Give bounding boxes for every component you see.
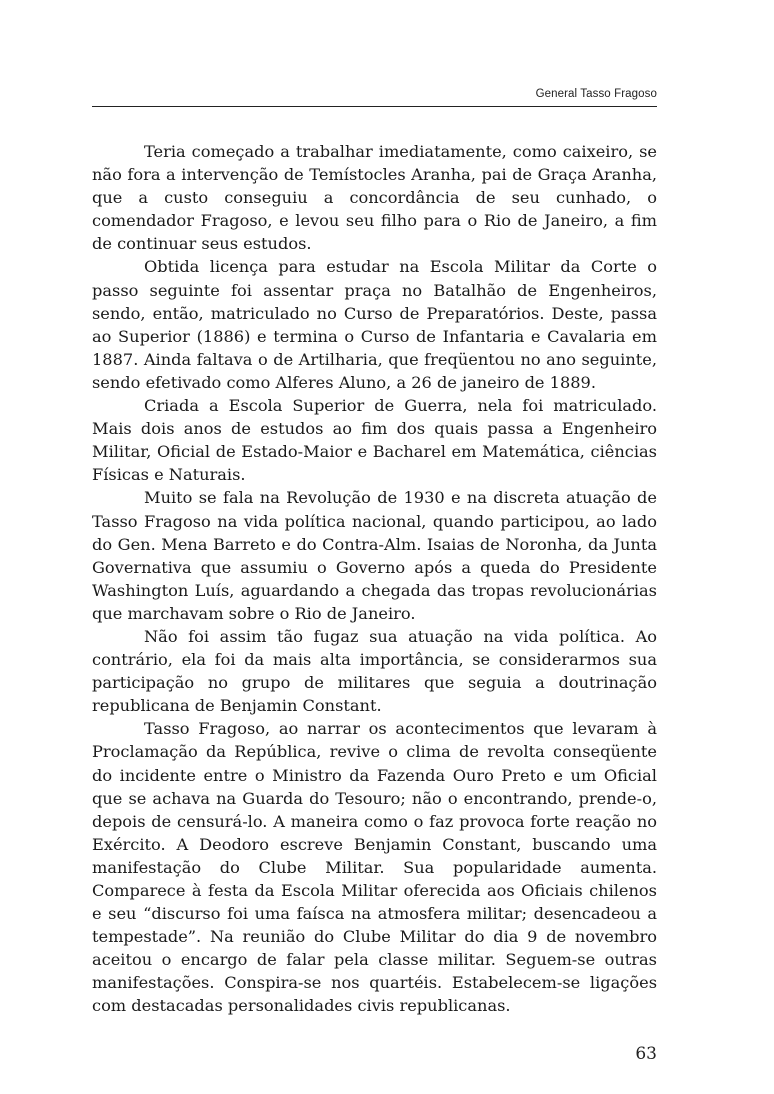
running-head: General Tasso Fragoso [535, 88, 657, 100]
paragraph: Obtida licença para estudar na Escola Militar da Corte o passo seguinte foi assentar praça no Batalhão de Engenheiros, sendo, então, matriculado no Curso de Preparatórios. Deste, passa ao Superior (1886) e termina o Curso de Infantaria e Cavalaria em 1887. Ainda faltava o de Artilharia, que freqüentou no ano seguinte, sendo efetivado como Alferes Aluno, a 26 de janeiro de 1889. [92, 257, 657, 392]
page-number: 63 [635, 1044, 657, 1064]
paragraph: Tasso Fragoso, ao narrar os acontecimentos que levaram à Proclamação da República, revive o clima de revolta conseqüente do incidente entre o Ministro da Fazenda Ouro Preto e um Oficial que se achava na Guarda do Tesouro; não o encontrando, prende-o, depois de censurá-lo. A maneira como o faz provoca forte reação no Exército. A Deodoro escreve Benjamin Constant, buscando uma manifestação do Clube Militar. Sua popularidade aumenta. Comparece à festa da Escola Militar oferecida aos Oficiais chilenos e seu “discurso foi uma faísca na atmosfera militar; desencadeou a tempestade”. Na reunião do Clube Militar do dia 9 de novembro aceitou o encargo de falar pela classe militar. Seguem-se outras manifestações. Conspira-se nos quartéis. Estabelecem-se ligações com destacadas personalidades civis republicanas. [92, 719, 657, 1016]
paragraph: Teria começado a trabalhar imediatamente, como caixeiro, se não fora a intervenção de Temístocles Aranha, pai de Graça Aranha, que a custo conseguiu a concordância de seu cunhado, o comendador Fragoso, e levou seu filho para o Rio de Janeiro, a fim de continuar seus estudos. [92, 142, 657, 254]
paragraph: Não foi assim tão fugaz sua atuação na vida política. Ao contrário, ela foi da mais alta importância, se considerarmos sua participação no grupo de militares que seguia a doutrinação republicana de Benjamin Constant. [92, 626, 657, 716]
body-text [92, 140, 657, 1018]
paragraph: Criada a Escola Superior de Guerra, nela foi matriculado. Mais dois anos de estudos ao fim dos quais passa a Engenheiro Militar, Oficial de Estado-Maior e Bacharel em Matemática, ciências Físicas e Naturais. [92, 396, 657, 485]
paragraph: Muito se fala na Revolução de 1930 e na discreta atuação de Tasso Fragoso na vida política nacional, quando participou, ao lado do Gen. Mena Barreto e do Contra-Alm. Isaias de Noronha, da Junta Governativa que assumiu o Governo após a queda do Presidente Washington Luís, aguardando a chegada das tropas revolucionárias que marchavam sobre o Rio de Janeiro. [92, 488, 657, 623]
header-rule [92, 106, 657, 107]
